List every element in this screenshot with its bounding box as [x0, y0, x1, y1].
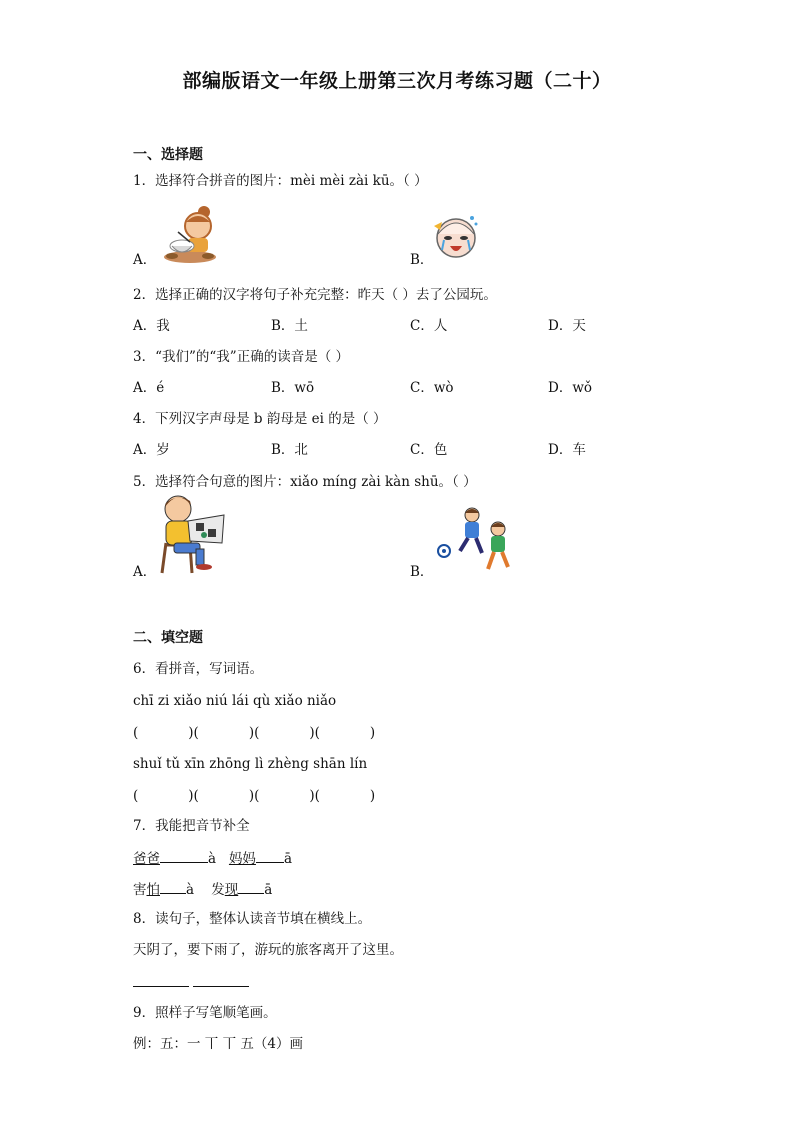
- boy-reading-picture: [152, 493, 228, 575]
- blank-baba[interactable]: [160, 848, 208, 863]
- question-2-option-b[interactable]: B．土: [271, 318, 308, 334]
- question-9-example: 例：五：一 丅 丅 五（4）画: [133, 1036, 303, 1052]
- section-heading-choice: 一、选择题: [133, 147, 203, 163]
- page-title: 部编版语文一年级上册第三次月考练习题（二十）: [182, 70, 612, 92]
- question-6-pinyin-row-1: chī zi xiǎo niú lái qù xiǎo niǎo: [133, 693, 337, 709]
- word-faxian: 发现: [211, 882, 239, 898]
- question-4-stem: 4．下列汉字声母是 b 韵母是 ei 的是（ ）: [133, 411, 387, 427]
- question-3-option-d[interactable]: D．wǒ: [548, 380, 593, 396]
- question-3-option-c[interactable]: C．wò: [410, 380, 454, 396]
- word-mama: 妈妈: [228, 851, 256, 867]
- question-6-stem: 6．看拼音，写词语。: [133, 661, 264, 677]
- question-6-pinyin-row-2: shuǐ tǔ xīn zhōng lì zhèng shān lín: [133, 756, 368, 772]
- syllable-haipa: à: [186, 882, 195, 898]
- word-haipa: 害怕: [133, 882, 160, 898]
- question-4-option-c[interactable]: C．色: [410, 442, 448, 458]
- girl-crying-picture: [432, 212, 480, 264]
- question-3-stem: 3．“我们”的“我”正确的读音是（ ）: [133, 349, 349, 365]
- question-8-stem: 8．读句子，整体认读音节填在横线上。: [133, 911, 372, 927]
- question-9-stem: 9．照样子写笔顺笔画。: [133, 1005, 277, 1021]
- question-8-sentence: 天阴了，要下雨了，游玩的旅客离开了这里。: [133, 942, 403, 958]
- question-5-option-b[interactable]: B．: [410, 564, 434, 580]
- blank-haipa[interactable]: [160, 879, 186, 894]
- question-6-answer-row-1[interactable]: ( )( )( )( ): [133, 725, 376, 741]
- syllable-faxian: ā: [264, 882, 273, 898]
- question-8-answer-blanks[interactable]: [133, 972, 249, 992]
- syllable-mama: ā: [283, 851, 292, 867]
- question-2-option-a[interactable]: A．我: [133, 318, 170, 334]
- question-1-option-b[interactable]: B．: [410, 252, 434, 268]
- blank-faxian[interactable]: [238, 879, 264, 894]
- question-2-option-d[interactable]: D．天: [548, 318, 586, 334]
- question-7-row-2: [133, 879, 272, 899]
- question-5-option-a[interactable]: A．: [133, 564, 157, 580]
- question-2-stem: 2．选择正确的汉字将句子补充完整：昨天（ ）去了公园玩。: [133, 287, 497, 303]
- question-2-option-c[interactable]: C．人: [410, 318, 448, 334]
- blank-mama[interactable]: [256, 848, 284, 863]
- syllable-baba: à: [208, 851, 217, 867]
- question-3-option-a[interactable]: A．é: [133, 380, 165, 396]
- question-7-stem: 7．我能把音节补全: [133, 818, 250, 834]
- girl-eating-picture: [160, 202, 220, 264]
- question-3-option-b[interactable]: B．wō: [271, 380, 315, 396]
- boys-playing-football-picture: [434, 503, 516, 577]
- section-heading-fill-in: 二、填空题: [133, 630, 203, 646]
- question-4-option-d[interactable]: D．车: [548, 442, 586, 458]
- question-5-stem: 5．选择符合句意的图片：xiǎo míng zài kàn shū。（ ）: [133, 474, 477, 490]
- question-7-row-1: [133, 848, 292, 868]
- question-4-option-a[interactable]: A．岁: [133, 442, 170, 458]
- question-1-stem: 1．选择符合拼音的图片：mèi mèi zài kū。（ ）: [133, 173, 428, 189]
- question-1-option-a[interactable]: A．: [133, 252, 157, 268]
- word-baba: 爸爸: [133, 851, 160, 867]
- question-4-option-b[interactable]: B．北: [271, 442, 308, 458]
- question-6-answer-row-2[interactable]: ( )( )( )( ): [133, 788, 376, 804]
